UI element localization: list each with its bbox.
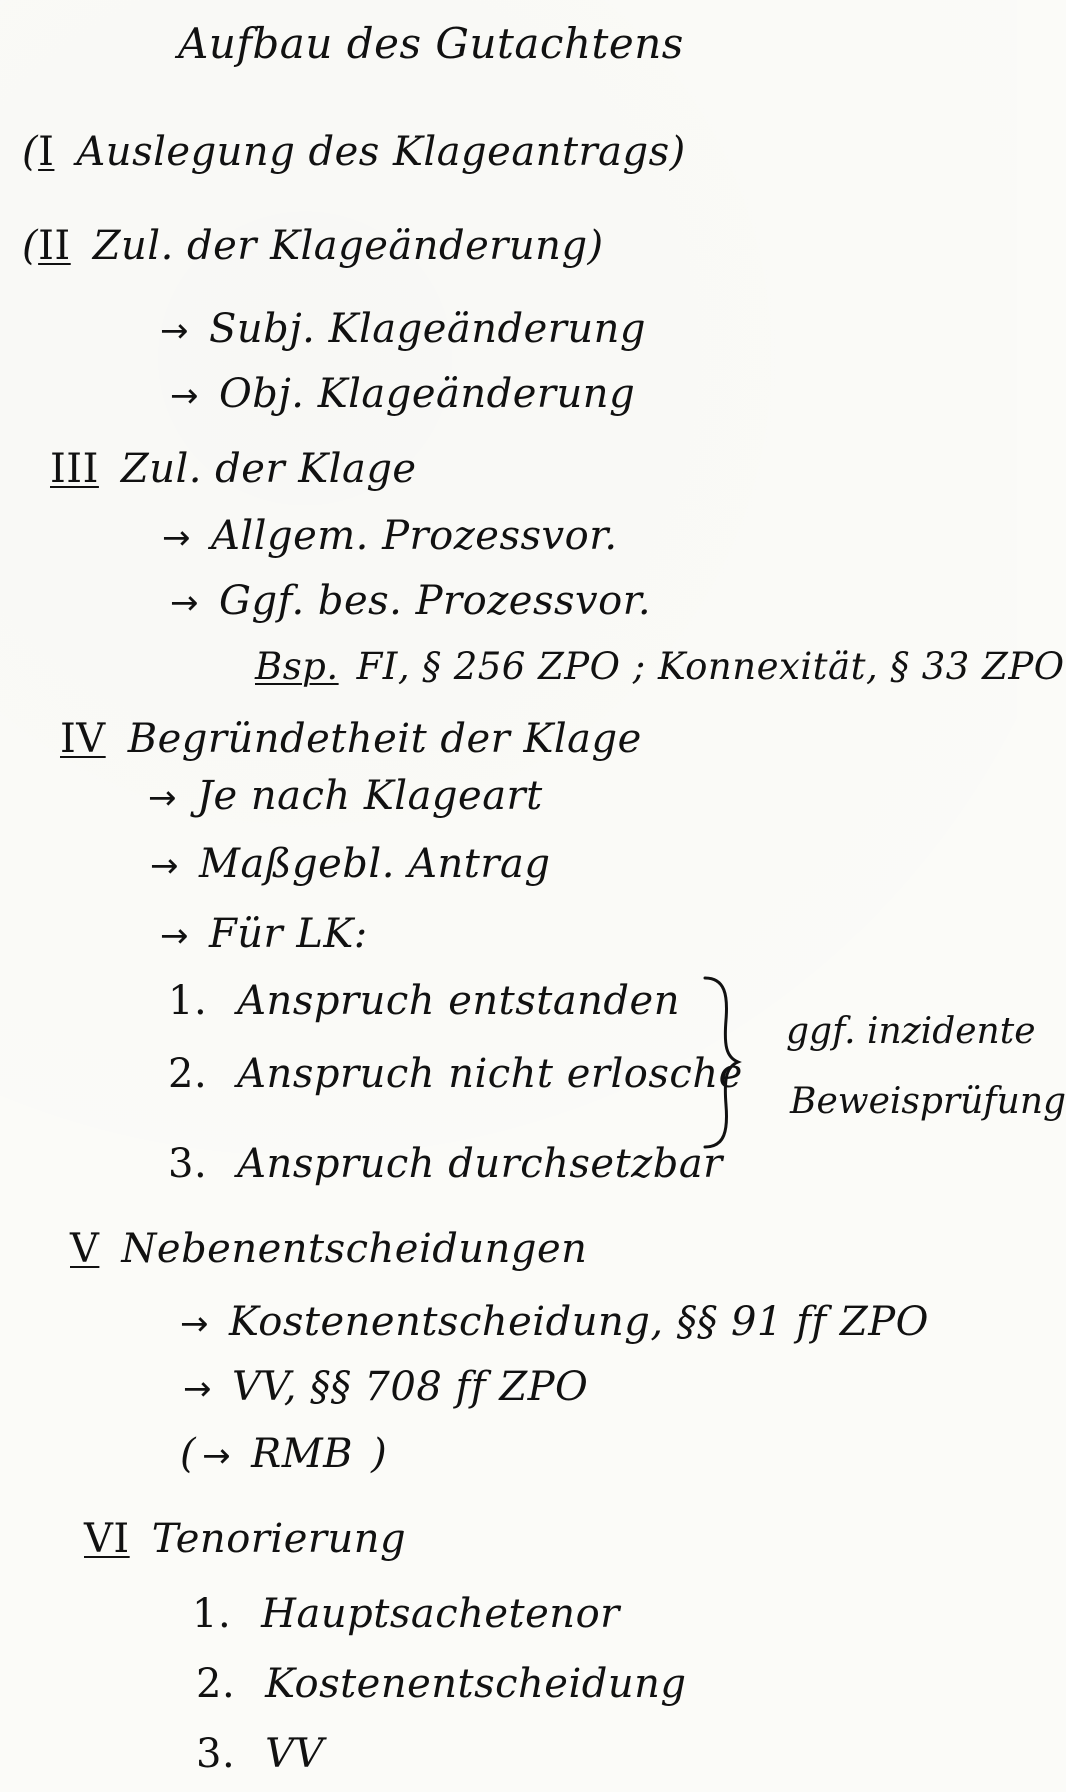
section-5-extra [180, 1430, 387, 1480]
section-4-numeral: IV [60, 716, 106, 762]
right-arrow-icon: → [150, 846, 179, 886]
section-3-item-2-text: Ggf. bes. Prozessvor. [219, 578, 652, 624]
section-6-numeral: VI [84, 1516, 130, 1562]
right-arrow-icon: → [170, 376, 199, 416]
section-5-extra-text: RMB [251, 1431, 354, 1477]
section-4-numbered-1-text: Anspruch entstanden [237, 978, 680, 1024]
section-4 [60, 715, 642, 763]
section-6-numbered-2 [196, 1660, 687, 1708]
section-6-numbered-1 [192, 1590, 620, 1638]
section-6-numbered-3-number: 3. [196, 1731, 236, 1777]
section-5-extra-open-paren: ( [180, 1431, 197, 1477]
section-3-item-2 [170, 577, 651, 627]
section-4-numbered-1 [168, 977, 680, 1025]
section-2-item-1 [160, 305, 646, 355]
right-arrow-icon: → [202, 1436, 232, 1476]
section-3 [50, 445, 417, 493]
section-4-text: Begründetheit der Klage [127, 716, 642, 762]
section-4-numbered-3 [168, 1140, 723, 1188]
brace-note-line-2: Beweisprüfung [790, 1081, 1066, 1122]
section-5-extra-close-paren: ) [371, 1431, 388, 1477]
section-4-numbered-2-text: Anspruch nicht erlosche [237, 1051, 743, 1097]
section-4-numbered-1-number: 1. [168, 978, 208, 1024]
page-title: Aufbau des Gutachtens [178, 19, 684, 68]
section-5 [70, 1225, 587, 1273]
section-1-numeral: I [38, 129, 55, 175]
section-4-numbered-3-text: Anspruch durchsetzbar [237, 1141, 723, 1187]
section-2-open-paren: ( [22, 223, 39, 269]
section-2-close-paren: ) [587, 223, 604, 269]
right-arrow-icon: → [170, 583, 199, 623]
right-arrow-icon: → [160, 916, 189, 956]
section-4-item-3-text: Für LK: [209, 911, 368, 957]
section-2-item-2-text: Obj. Klageänderung [219, 371, 636, 417]
right-arrow-icon: → [183, 1369, 212, 1409]
section-3-note-label: Bsp. [255, 645, 339, 688]
section-5-item-1 [180, 1298, 929, 1348]
section-4-item-1-text: Je nach Klageart [197, 773, 543, 819]
section-4-item-3 [160, 910, 368, 960]
section-3-note [255, 643, 1065, 691]
right-arrow-icon: → [160, 311, 189, 351]
section-6-numbered-1-number: 1. [192, 1591, 232, 1637]
section-6-numbered-2-text: Kostenentscheidung [265, 1661, 687, 1707]
section-3-text: Zul. der Klage [120, 446, 417, 492]
section-4-numbered-2-number: 2. [168, 1051, 208, 1097]
section-4-item-1 [148, 772, 543, 822]
section-5-item-1-text: Kostenentscheidung, §§ 91 ff ZPO [229, 1299, 929, 1345]
section-4-numbered-3-number: 3. [168, 1141, 208, 1187]
section-2-item-2 [170, 370, 635, 420]
right-curly-brace-icon [700, 975, 740, 1150]
section-2-item-1-text: Subj. Klageänderung [209, 306, 647, 352]
section-1 [22, 128, 686, 176]
section-5-item-2-text: VV, §§ 708 ff ZPO [232, 1364, 589, 1410]
section-3-item-1-text: Allgem. Prozessvor. [211, 513, 618, 559]
section-6-numbered-3 [196, 1730, 324, 1778]
section-3-item-1 [162, 512, 618, 562]
right-arrow-icon: → [162, 518, 191, 558]
section-2 [22, 222, 604, 270]
right-arrow-icon: → [148, 778, 177, 818]
brace-note-line-1: ggf. inzidente [786, 1011, 1036, 1052]
section-3-numeral: III [50, 446, 99, 492]
section-4-item-2-text: Maßgebl. Antrag [199, 841, 551, 887]
section-1-close-paren: ) [669, 129, 686, 175]
section-1-text: Auslegung des Klageantrags [76, 129, 670, 175]
section-2-numeral: II [38, 223, 71, 269]
section-5-numeral: V [70, 1226, 100, 1272]
section-6-text: Tenorierung [151, 1516, 407, 1562]
section-6-numbered-3-text: VV [265, 1731, 324, 1777]
section-6 [84, 1515, 406, 1563]
section-6-numbered-2-number: 2. [196, 1661, 236, 1707]
right-arrow-icon: → [180, 1304, 209, 1344]
section-4-item-2 [150, 840, 550, 890]
section-5-item-2 [183, 1363, 588, 1413]
section-4-numbered-2 [168, 1050, 743, 1098]
section-1-open-paren: ( [22, 129, 39, 175]
section-6-numbered-1-text: Hauptsachetenor [261, 1591, 620, 1637]
section-5-text: Nebenentscheidungen [121, 1226, 588, 1272]
section-3-note-text: FI, § 256 ZPO ; Konnexität, § 33 ZPO [356, 645, 1065, 688]
section-2-text: Zul. der Klageänderung [92, 223, 588, 269]
